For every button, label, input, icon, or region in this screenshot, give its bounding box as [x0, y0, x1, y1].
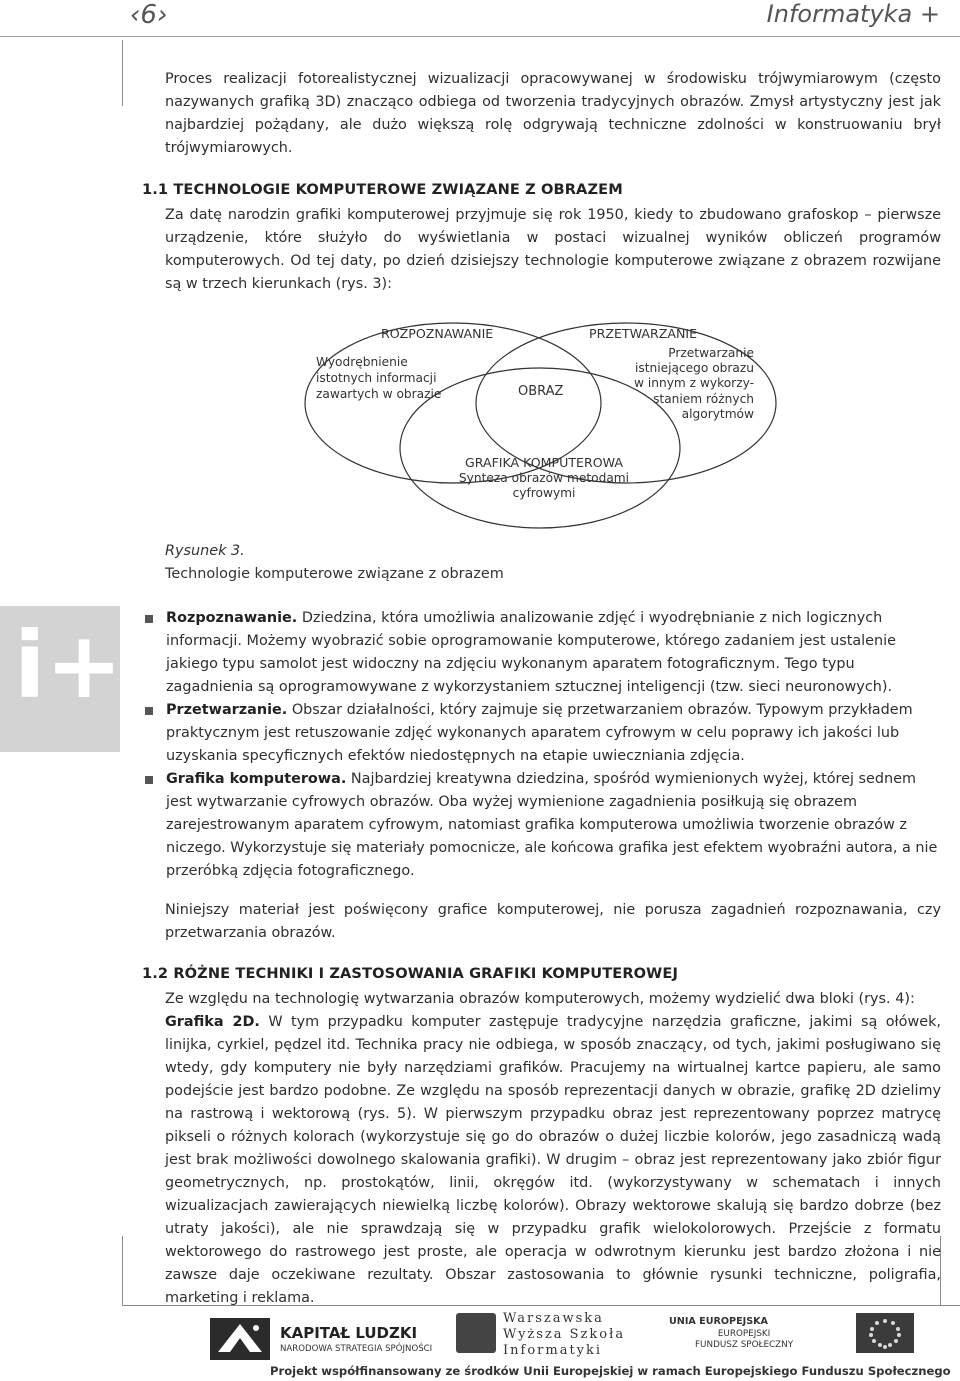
- processing-desc: [630, 346, 754, 422]
- page-number: ‹6›: [130, 0, 168, 30]
- section-1-1-paragraph: Za datę narodzin grafiki komputerowej przyjmuje się rok 1950, kiedy to zbudowano grafoskop – pierwsze urządzenie, które służyło do wyświetlania w postaci wizualnej wyników obliczeń programów komputerowych. Od tej daty, po dzień dzisiejszy technologie komputerowe związane z obrazem rozwijane są w trzech kierunkach (rys. 3):: [165, 207, 941, 292]
- kapital-ludzki-emblem-icon: [210, 1318, 270, 1360]
- eu-flag-icon: [856, 1313, 914, 1353]
- section-1-2-text: W tym przypadku komputer zastępuje tradycyjne narzędzia graficzne, jakimi są ołówek, linijka, cyrkiel, pędzel itd. Technika pracy nie odbiega, w sposób znaczący, od tych, jakimi posługiwano się wtedy, gdy komputery nie były narzędziami grafików. Pracujemy na wirtualnej kartce papieru, ale samo podejście jest bardzo podobne. Ze względu na sposób reprezentacji danych w obrazie, grafikę 2D dzielimy na rastrową i wektorową (rys. 5). W pierwszym przypadku obraz jest reprezentowany poprzez matrycę pikseli o różnych kolorach (wykorzystuje się go do obrazów o dużej liczbie kolorów, jego zasadniczą wadą jest brak możliwości dowolnego skalowania grafiki). W drugim – obraz jest reprezentowany jako zbiór figur geometrycznych, np. prostokątów, linii, okręgów itd. (wykorzystywany w schematach i innych wizualizacjach zawierających niewielką liczbę kolorów). Obrazy wektorowe skalują się bardzo dobrze (bez utraty jakości), ale nie sprawdzają się w przypadku grafik wielokolorowych. Przejście z formatu wektorowego do rastrowego jest proste, ale operacja w odwrotnym kierunku jest bardzo złożona i nie zawsze daje oczekiwane rezultaty. Obszar zastosowania to głównie rysunki techniczne, poligrafia, marketing i reklama.: [165, 1014, 941, 1306]
- kapital-ludzki-subtitle: NARODOWA STRATEGIA SPÓJNOŚCI: [280, 1344, 433, 1354]
- frame-line-top-left: [122, 40, 123, 106]
- graphics-desc-line: cyfrowymi: [512, 486, 576, 500]
- kapital-ludzki-title: KAPITAŁ LUDZKI: [280, 1324, 418, 1342]
- eu-fund-line: EUROPEJSKI: [717, 1329, 771, 1339]
- figure-caption: Technologie komputerowe związane z obrazem: [165, 566, 504, 582]
- funding-note: Projekt współfinansowany ze środków Unii Europejskiej w ramach Europejskiego Funduszu Społecznego: [270, 1364, 951, 1378]
- frame-line-bottom-left: [122, 1236, 123, 1306]
- processing-desc-line: Przetwarzanie: [668, 346, 754, 360]
- bullet-square-icon: [145, 615, 153, 623]
- bullet-text: Obszar działalności, który zajmuje się przetwarzaniem obrazów. Typowym przykładem praktycznym jest retuszowanie zdjęć wykonanych aparatem cyfrowym w celu poprawy ich jakości lub uzyskania specyficznych efektów niedostępnych na etapie uwieczniania zdjęcia.: [166, 702, 913, 764]
- side-logo-text: i+: [14, 612, 123, 719]
- processing-desc-line: w innym z wykorzy-: [634, 376, 754, 391]
- bullet-square-icon: [145, 707, 153, 715]
- bullet-list: [145, 607, 941, 883]
- recognition-title: ROZPOZNAWANIE: [381, 326, 494, 341]
- school-name-line: Warszawska: [503, 1311, 604, 1326]
- recognition-desc-line: istotnych informacji: [316, 371, 437, 385]
- section-heading-1-1: 1.1 TECHNOLOGIE KOMPUTEROWE ZWIĄZANE Z OBRAZEM: [142, 181, 623, 198]
- note-paragraph: Niniejszy materiał jest poświęcony grafice komputerowej, nie porusza zagadnień rozpoznawania, czy przetwarzania obrazów.: [165, 902, 941, 942]
- bullet-square-icon: [145, 776, 153, 784]
- bullet-text: Najbardziej kreatywna dziedzina, spośród wymienionych wyżej, której sednem jest wytwarzanie cyfrowych obrazów. Oba wyżej wymienione zagadnienia posiłkują się obrazem zarejestrowanym aparatem cyfrowym, natomiast grafika komputerowa umożliwia tworzenie obrazów z niczego. Wykorzystuje się materiały pomocnicze, ale końcowa grafika jest efektem wyobraźni autora, a nie przeróbką zdjęcia fotograficznego.: [166, 771, 938, 879]
- intro-paragraph: Proces realizacji fotorealistycznej wizualizacji opracowywanej w środowisku trójwymiarowym (często nazywanych grafiką 3D) znacząco odbiega od tworzenia tradycyjnych obrazów. Zmysł artystyczny jest jak najbardziej pożądany, ale dużo większą rolę odgrywają techniczne zdolności w konstruowaniu brył trójwymiarowych.: [165, 71, 941, 157]
- processing-desc-line: algorytmów: [681, 406, 754, 421]
- school-name: [503, 1311, 625, 1359]
- section-1-2-paragraph: [165, 1011, 941, 1310]
- recognition-desc: [316, 354, 441, 402]
- graphics-desc: [444, 471, 644, 501]
- processing-desc-line: istniejącego obrazu: [634, 361, 754, 376]
- list-item: [145, 768, 941, 883]
- school-emblem-icon: [456, 1313, 496, 1353]
- bullet-term: Grafika komputerowa.: [166, 771, 347, 787]
- header-rule: [0, 36, 960, 37]
- processing-desc-line: staniem różnych: [653, 391, 754, 406]
- list-item: [145, 607, 941, 699]
- section-heading-1-2: 1.2 RÓŻNE TECHNIKI I ZASTOSOWANIA GRAFIKI KOMPUTEROWEJ: [142, 965, 678, 982]
- figure-label: Rysunek 3.: [165, 543, 245, 559]
- eu-fund-line: FUNDUSZ SPOŁECZNY: [695, 1340, 794, 1350]
- bullet-term: Rozpoznawanie.: [166, 610, 298, 626]
- school-name-line: Informatyki: [503, 1343, 603, 1358]
- graphics-desc-line: Synteza obrazów metodami: [458, 471, 630, 485]
- recognition-desc-line: Wyodrębnienie: [316, 355, 408, 369]
- section-1-2-term: Grafika 2D.: [165, 1014, 260, 1030]
- bullet-term: Przetwarzanie.: [166, 702, 288, 718]
- recognition-desc-line: zawartych w obrazie: [316, 387, 442, 401]
- school-name-line: Wyższa Szkoła: [503, 1327, 626, 1342]
- eu-fund: [695, 1329, 793, 1351]
- graphics-title: GRAFIKA KOMPUTEROWA: [464, 455, 624, 470]
- running-head: Informatyka +: [766, 0, 940, 28]
- center-label-obraz: OBRAZ: [518, 384, 564, 399]
- list-item: [145, 699, 941, 768]
- bullet-text: Dziedzina, która umożliwia analizowanie zdjęć i wyodrębnianie z nich logicznych informacji. Możemy wyobrazić sobie oprogramowanie komputerowe, którego zadaniem jest ustalenie jakiego typu samolot jest widoczny na zdjęciu wykonanym aparatem fotograficznym. Tego typu zagadnienia są oprogramowywane z wykorzystaniem sztucznej inteligencji (tzw. sieci neuronowych).: [166, 610, 896, 695]
- section-1-2-intro: Ze względu na technologię wytwarzania obrazów komputerowych, możemy wydzielić dwa bloki (rys. 4):: [165, 991, 915, 1007]
- eu-title: UNIA EUROPEJSKA: [669, 1316, 768, 1327]
- processing-title: PRZETWARZANIE: [589, 326, 698, 341]
